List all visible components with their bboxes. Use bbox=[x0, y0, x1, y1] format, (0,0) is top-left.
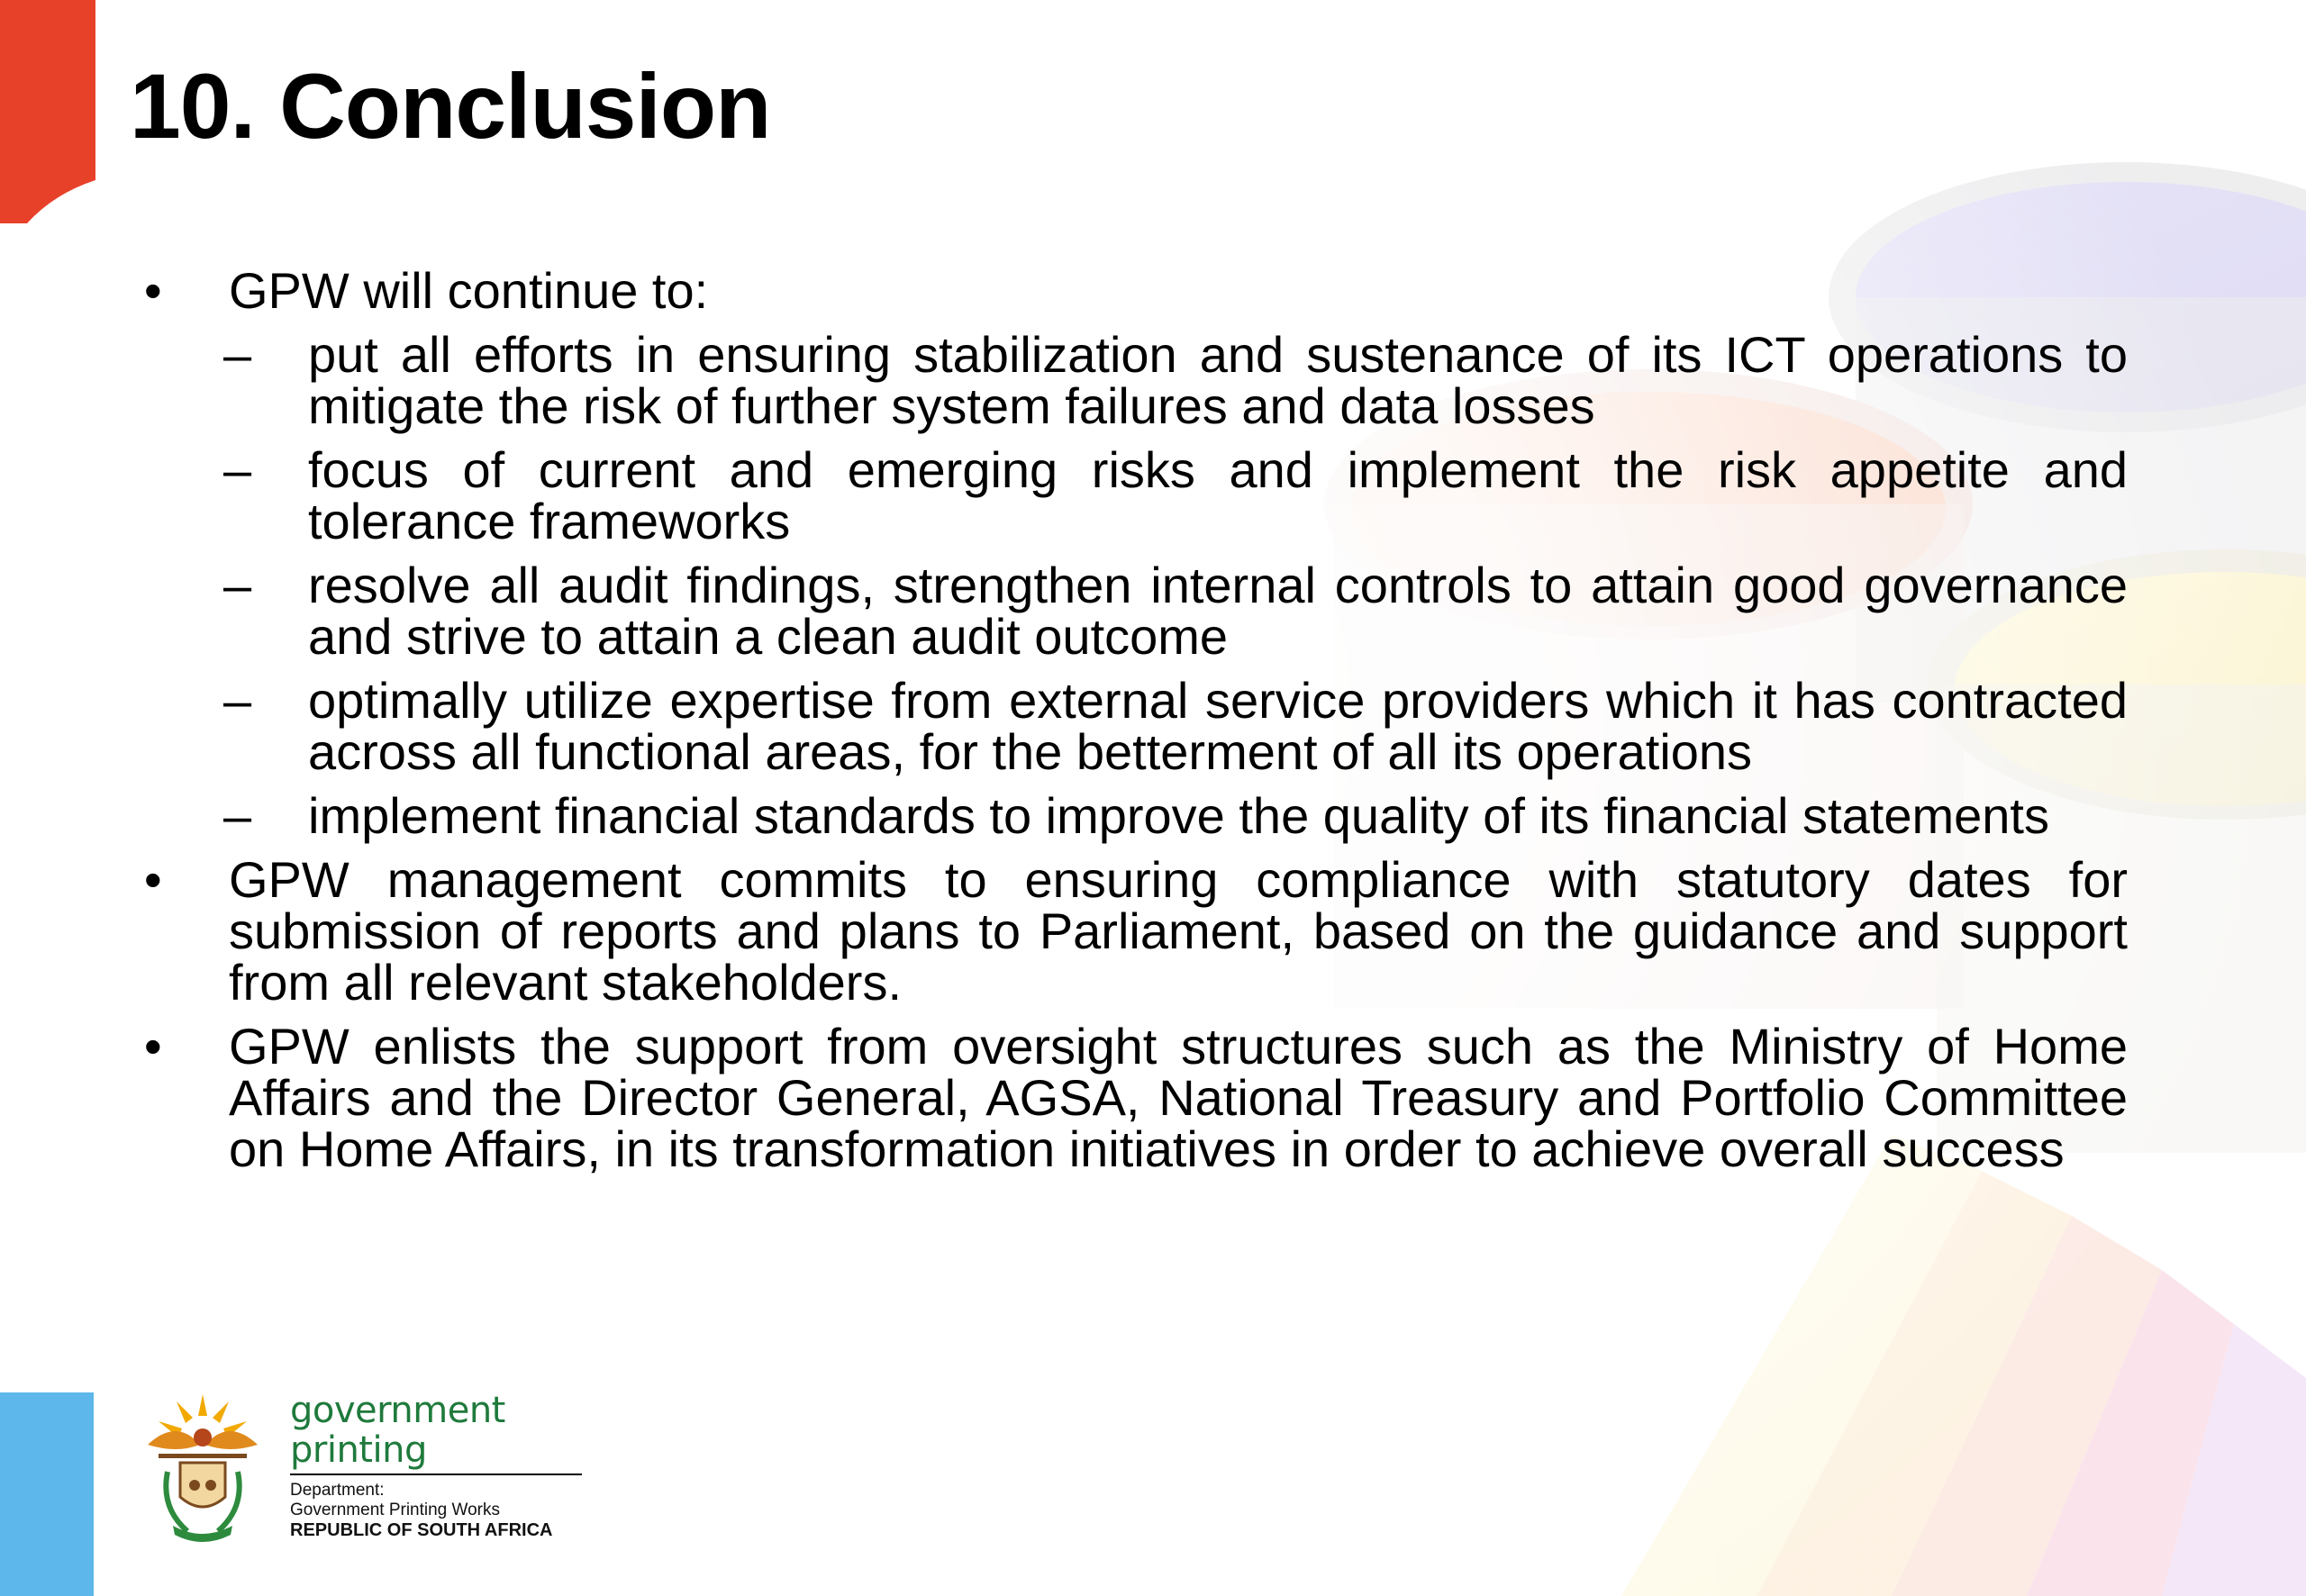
bullet-item bbox=[144, 851, 2128, 1011]
sub-item bbox=[223, 672, 2128, 780]
dash-icon: – bbox=[223, 787, 252, 844]
bullet-icon: • bbox=[144, 1018, 162, 1075]
sub-list bbox=[223, 326, 2128, 844]
bullet-text: GPW management commits to ensuring compliance with statutory dates for submission of reports and plans to Parliament, based on the guidance and support from all relevant stakeholders. bbox=[229, 851, 2128, 1011]
department-label: Department: bbox=[290, 1481, 385, 1500]
red-corner-accent bbox=[0, 0, 95, 223]
department-name: Government Printing Works bbox=[290, 1501, 501, 1519]
slide-body bbox=[144, 262, 2128, 1187]
sub-item bbox=[223, 441, 2128, 549]
bullet-item bbox=[144, 262, 2128, 844]
brand-wordmark bbox=[290, 1391, 505, 1470]
department-block bbox=[290, 1481, 552, 1540]
bullet-icon: • bbox=[144, 851, 162, 908]
country-name: REPUBLIC OF SOUTH AFRICA bbox=[290, 1520, 553, 1540]
slide-title: 10. Conclusion bbox=[130, 55, 771, 158]
dash-icon: – bbox=[223, 672, 252, 729]
dash-icon: – bbox=[223, 326, 252, 383]
brand-line-2: printing bbox=[290, 1429, 427, 1471]
brand-line-1: government bbox=[290, 1390, 505, 1431]
dash-icon: – bbox=[223, 441, 252, 498]
dash-icon: – bbox=[223, 557, 252, 613]
bullet-icon: • bbox=[144, 262, 162, 319]
bullet-item bbox=[144, 1018, 2128, 1177]
bullet-list bbox=[144, 262, 2128, 1177]
sub-item-text: resolve all audit findings, strengthen internal controls to attain good governance and strive to attain a clean audit outcome bbox=[308, 557, 2128, 665]
blue-corner-accent bbox=[0, 1392, 94, 1596]
sub-item bbox=[223, 326, 2128, 434]
gpw-logo bbox=[141, 1383, 600, 1555]
brand-divider bbox=[290, 1474, 582, 1475]
coat-of-arms-icon bbox=[141, 1391, 265, 1544]
bullet-text: GPW will continue to: bbox=[229, 262, 709, 319]
sub-item-text: optimally utilize expertise from external service providers which it has contracted across all functional areas, for the betterment of all its operations bbox=[308, 672, 2128, 780]
bullet-text: GPW enlists the support from oversight structures such as the Ministry of Home Affairs and the Director General, AGSA, National Treasury and Portfolio Committee on Home Affairs, in its transformation initiatives in order to achieve overall success bbox=[229, 1018, 2128, 1177]
sub-item bbox=[223, 787, 2128, 844]
sub-item-text: put all efforts in ensuring stabilization and sustenance of its ICT operations to mitigate the risk of further system failures and data losses bbox=[308, 326, 2128, 434]
sub-item-text: implement financial standards to improve the quality of its financial statements bbox=[308, 787, 2049, 844]
sub-item-text: focus of current and emerging risks and implement the risk appetite and tolerance frameworks bbox=[308, 441, 2128, 549]
sub-item bbox=[223, 557, 2128, 665]
